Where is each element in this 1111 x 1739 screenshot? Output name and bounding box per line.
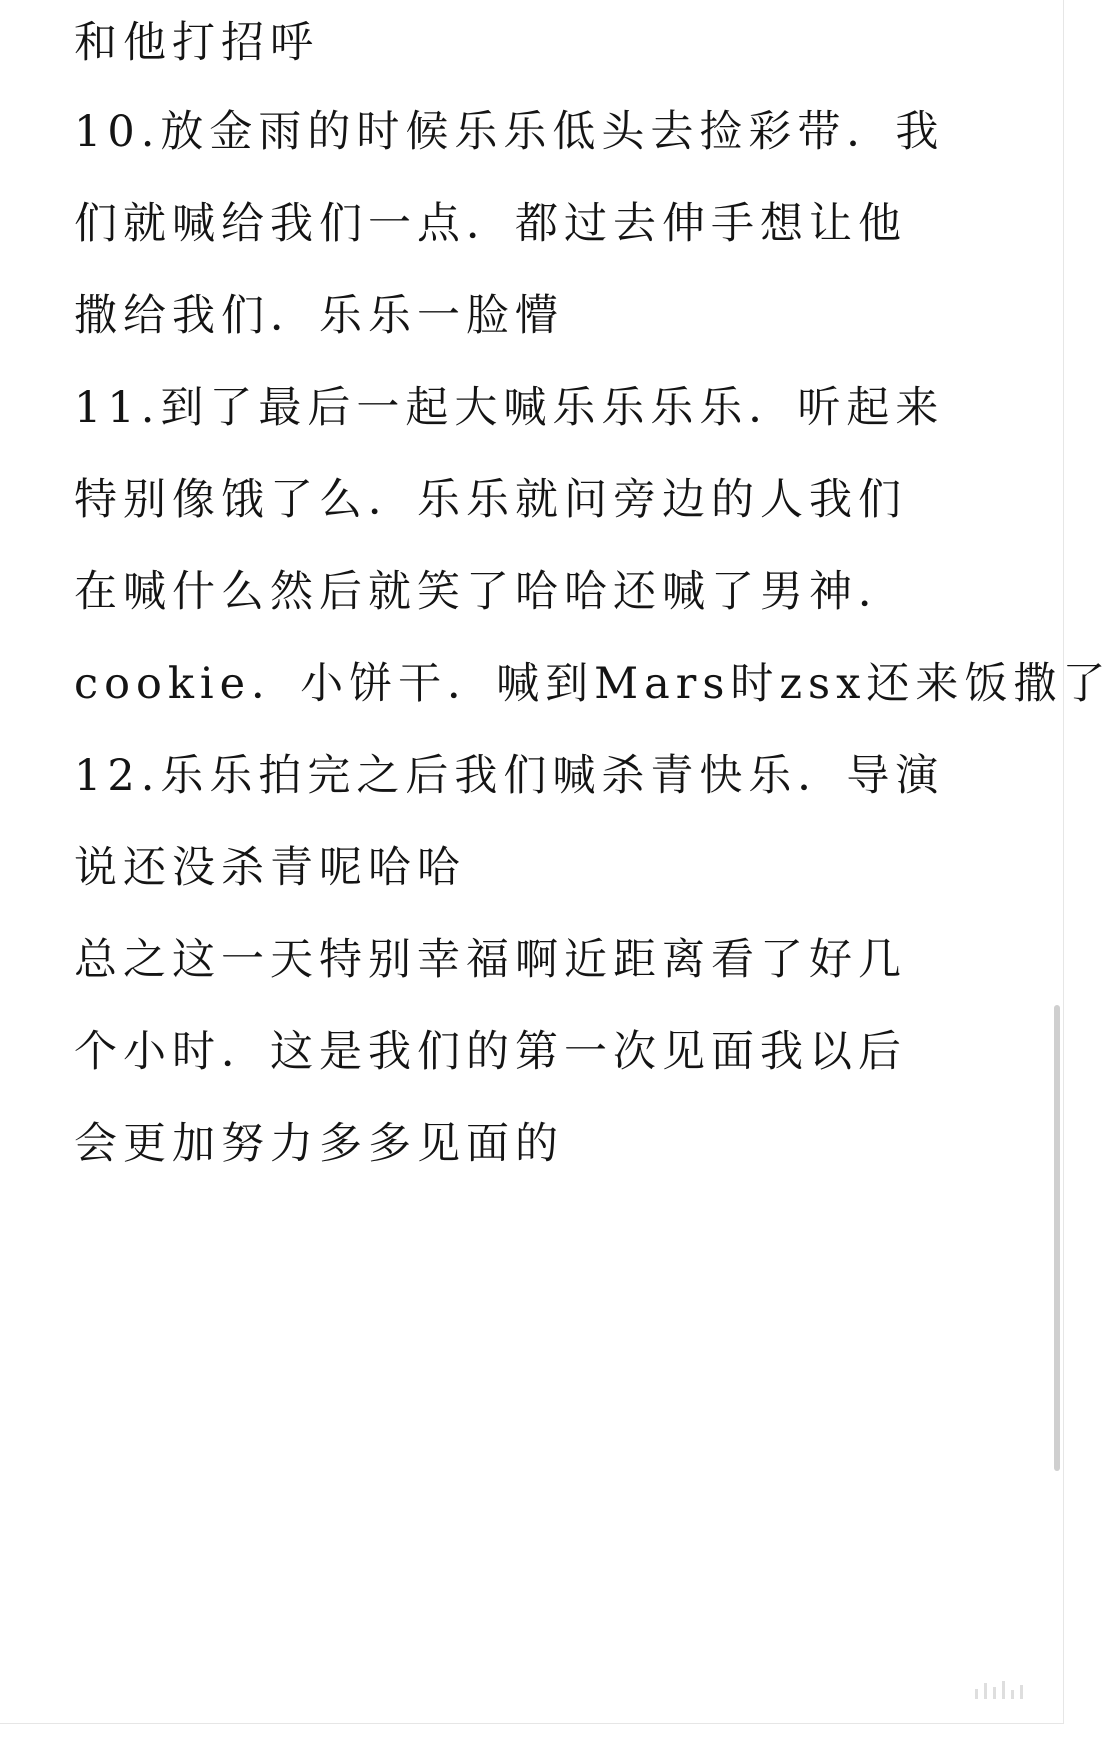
note-line: 撒给我们．乐乐一脸懵 (74, 291, 564, 341)
note-line: 在喊什么然后就笑了哈哈还喊了男神． (74, 567, 907, 617)
note-line: 特别像饿了么．乐乐就问旁边的人我们 (74, 475, 907, 525)
note-line: 个小时．这是我们的第一次见面我以后 (74, 1027, 907, 1077)
note-line: 12.乐乐拍完之后我们喊杀青快乐．导演 (74, 751, 945, 801)
note-line: 总之这一天特别幸福啊近距离看了好几 (74, 935, 907, 985)
note-line: 11.到了最后一起大喊乐乐乐乐．听起来 (74, 383, 945, 433)
note-line: 10.放金雨的时候乐乐低头去捡彩带．我 (74, 107, 945, 157)
note-line: cookie．小饼干．喊到Mars时zsx还来饭撒了 (74, 659, 1111, 709)
scrollbar-thumb[interactable] (1054, 1005, 1060, 1471)
note-line: 们就喊给我们一点．都过去伸手想让他 (74, 199, 907, 249)
note-line: 和他打招呼 (74, 18, 319, 68)
note-line: 会更加努力多多见面的 (74, 1119, 564, 1169)
watermark-mark (975, 1681, 1023, 1699)
note-line: 说还没杀青呢哈哈 (74, 843, 466, 893)
handwritten-note-body (74, 0, 1111, 1190)
